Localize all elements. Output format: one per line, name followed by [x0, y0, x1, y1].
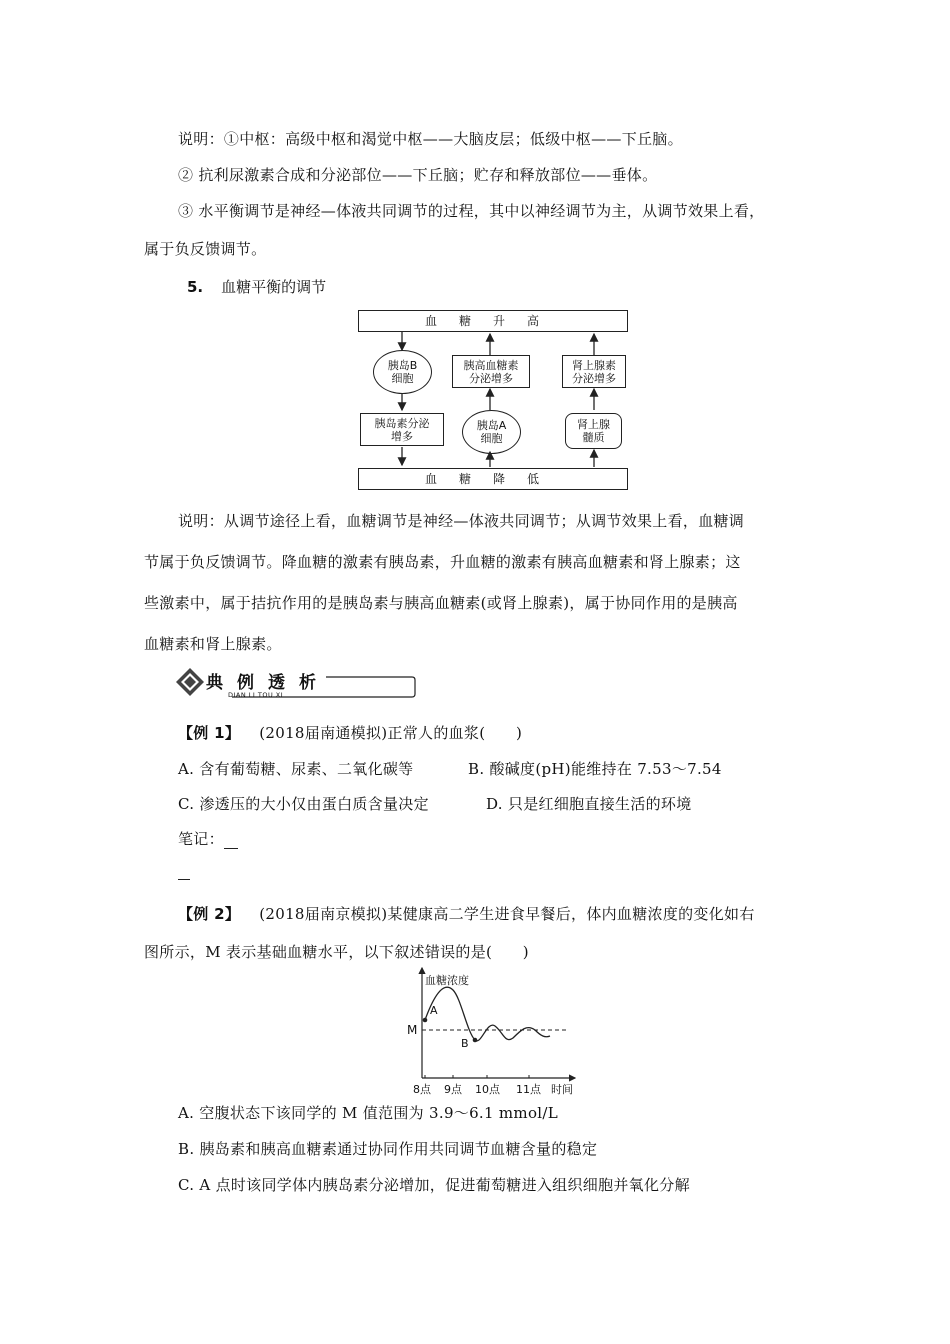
adrenal-medulla-line1: 肾上腺 [577, 418, 610, 431]
example2-option-b: B. 胰岛素和胰高血糖素通过协同作用共同调节血糖含量的稳定 [178, 1140, 598, 1158]
example1-option-a: A. 含有葡萄糖、尿素、二氧化碳等 [178, 760, 414, 778]
example1-tag: 【例 1】 [178, 724, 241, 742]
section-number: 5. [187, 278, 204, 296]
example1-option-c: C. 渗透压的大小仅由蛋白质含量决定 [178, 795, 429, 813]
explanation-line-3: 些激素中，属于拮抗作用的是胰岛素与胰高血糖素(或肾上腺素)，属于协同作用的是胰高 [144, 594, 738, 612]
example2-question: (2018届南京模拟)某健康高二学生进食早餐后，体内血糖浓度的变化如右 [259, 905, 755, 923]
islet-b-line1: 胰岛B [387, 359, 418, 372]
islet-b-line2: 细胞 [391, 372, 414, 385]
x-axis-label: 时间 [551, 1083, 573, 1096]
notes-label: 笔记： [178, 830, 224, 848]
example-banner [176, 664, 416, 704]
notes-blank[interactable] [224, 834, 238, 849]
banner-pinyin: DIAN LI TOU XI [228, 691, 284, 699]
adrenal-medulla-line2: 髓质 [582, 431, 605, 444]
adrenal-medulla-box [565, 413, 622, 449]
example2-stem-1 [178, 903, 755, 924]
example2-option-a: A. 空腹状态下该同学的 M 值范围为 3.9～6.1 mmol/L [178, 1104, 559, 1122]
blood-sugar-low-bar: 血糖降低 [358, 468, 628, 490]
blood-sugar-high-bar: 血糖升高 [358, 310, 628, 332]
example1-notes [178, 828, 238, 849]
example2-option-c: C. A 点时该同学体内胰岛素分泌增加，促进葡萄糖进入组织细胞并氧化分解 [178, 1176, 690, 1194]
explanation-line-4: 血糖素和肾上腺素。 [144, 635, 282, 653]
tick-9: 9点 [444, 1083, 462, 1096]
islet-a-line1: 胰岛A [476, 419, 507, 432]
glucagon-line1: 胰高血糖素 [463, 358, 519, 372]
adrenaline-line2: 分泌增多 [572, 371, 616, 385]
blood-sugar-graph [395, 960, 585, 1104]
insulin-line2: 增多 [391, 429, 413, 443]
example1-option-d: D. 只是红细胞直接生活的环境 [486, 795, 692, 813]
note-line-2: ② 抗利尿激素合成和分泌部位——下丘脑；贮存和释放部位——垂体。 [178, 166, 658, 184]
note-line-3: ③ 水平衡调节是神经—体液共同调节的过程，其中以神经调节为主，从调节效果上看， [178, 202, 765, 220]
blood-sugar-curve [395, 960, 585, 1100]
adrenaline-box [562, 355, 626, 388]
islet-a-cell [462, 410, 521, 454]
example1-stem [178, 722, 522, 743]
example1-option-b: B. 酸碱度(pH)能维持在 7.53～7.54 [468, 760, 722, 778]
y-axis-label: 血糖浓度 [425, 974, 469, 987]
tick-8: 8点 [413, 1083, 431, 1096]
section-title: 血糖平衡的调节 [221, 278, 327, 296]
banner-title: 典例透析 [206, 673, 330, 693]
tick-10: 10点 [475, 1083, 500, 1096]
point-b-label: B [461, 1037, 469, 1050]
insulin-line1: 胰岛素分泌 [374, 416, 430, 430]
example2-stem-2: 图所示，M 表示基础血糖水平，以下叙述错误的是( ) [144, 943, 529, 961]
islet-b-cell [373, 350, 432, 394]
note-line-1: 说明：①中枢：高级中枢和渴觉中枢——大脑皮层；低级中枢——下丘脑。 [178, 130, 683, 148]
adrenaline-line1: 肾上腺素 [572, 358, 616, 372]
islet-a-line2: 细胞 [480, 432, 503, 445]
example1-question: (2018届南通模拟)正常人的血浆( ) [259, 724, 523, 742]
glucagon-line2: 分泌增多 [469, 371, 513, 385]
explanation-line-2: 节属于负反馈调节。降血糖的激素有胰岛素，升血糖的激素有胰高血糖素和肾上腺素；这 [144, 553, 741, 571]
glucagon-box [452, 355, 530, 388]
note-line-4: 属于负反馈调节。 [144, 240, 267, 258]
point-a-label: A [430, 1004, 438, 1017]
notes-blank-line[interactable] [178, 879, 190, 880]
explanation-line-1: 说明：从调节途径上看，血糖调节是神经—体液共同调节；从调节效果上看，血糖调 [178, 512, 745, 530]
tick-11: 11点 [516, 1083, 541, 1096]
example2-tag: 【例 2】 [178, 905, 241, 923]
insulin-box [360, 413, 444, 446]
m-label: M [407, 1023, 418, 1037]
